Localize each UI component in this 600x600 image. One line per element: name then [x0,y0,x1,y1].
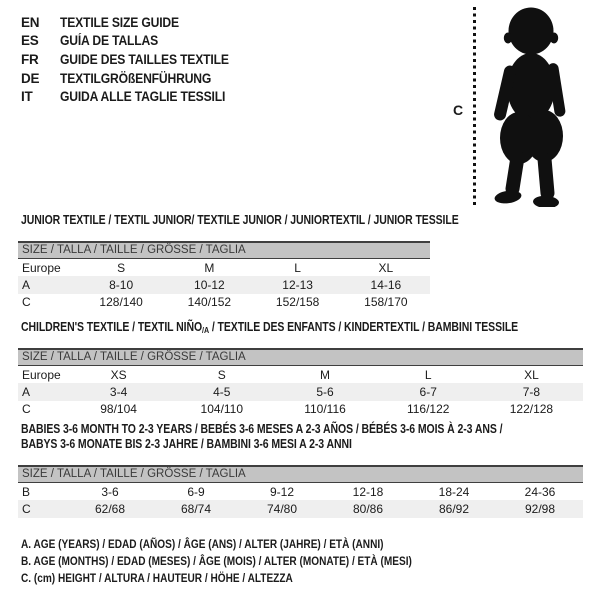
row-label: A [22,278,31,293]
footnote: A. AGE (YEARS) / EDAD (AÑOS) / ÂGE (ANS) / ALTER (JAHRE) / ETÀ (ANNI) [21,537,384,551]
table-cell: 158/170 [364,295,408,310]
row-label: B [22,484,31,499]
babies-textile-section [18,422,583,518]
table-rows [18,366,583,418]
row-label: C [22,402,31,417]
language-item [21,50,248,69]
language-code: DE [21,70,40,86]
table-row [18,276,430,293]
table-cell: 6-9 [187,484,205,499]
table-cell: 24-36 [524,484,556,499]
table-cell: 12-13 [282,278,313,293]
table-cell: 3-6 [101,484,119,499]
table-cell: 6-7 [419,385,437,400]
table-cell: 9-12 [269,484,295,499]
children-textile-section [18,320,583,418]
language-code: FR [21,51,39,67]
table-cell: 12-18 [352,484,384,499]
table-title-text: JUNIOR TEXTILE / TEXTIL JUNIOR/ TEXTILE JUNIOR / JUNIORTEXTIL / JUNIOR TESSILE [21,213,459,227]
table-title [21,213,600,231]
table-rows [18,259,430,311]
table-cell: 86/92 [438,502,470,517]
table-cell: XL [378,260,394,275]
table-cell: 104/110 [200,402,244,417]
table-row [18,383,583,400]
row-label: Europe [22,260,61,275]
table-cell: S [217,367,226,382]
height-measure-line [473,7,476,206]
size-header-band: SIZE / TALLA / TAILLE / GRÖSSE / TAGLIA [18,465,583,483]
language-title: TEXTILE SIZE GUIDE [60,14,179,30]
language-item [21,87,248,106]
table-cell: 68/74 [180,502,212,517]
table-cell: XS [110,367,127,382]
table-title-text: CHILDREN'S TEXTILE / TEXTIL NIÑO [21,320,203,334]
language-title: GUIDE DES TAILLES TEXTILE [60,51,229,67]
table-cell: 92/98 [524,502,556,517]
table-title [21,422,504,455]
table-cell: 7-8 [522,385,541,400]
table-cell: 5-6 [316,385,334,400]
table-cell: 110/116 [304,402,346,417]
row-label: A [22,385,31,400]
table-cell: 74/80 [266,502,298,517]
table-title-text: / TEXTILE DES ENFANTS / KINDERTEXTIL / BAMBINI TESSILE [209,320,519,334]
language-code: ES [21,33,39,49]
table-cell: 152/158 [275,295,320,310]
table-cell: 18-24 [438,484,470,499]
table-title-text: BABIES 3-6 MONTH TO 2-3 YEARS / BEBÉS 3-6 MESES A 2-3 AÑOS / BÉBÉS 3-6 MOIS À 2-3 ANS / BABYS 3-6 MONATE BIS 2-3 JAHRE / BAMBINI 3-6 MESI A 2-3 ANNI [21,422,503,451]
table-cell: S [117,260,126,275]
table-rows [18,483,583,518]
size-header-band: SIZE / TALLA / TAILLE / GRÖSSE / TAGLIA [18,348,583,366]
footnote: C. (cm) HEIGHT / ALTURA / HAUTEUR / HÖHE / ALTEZZA [21,571,293,586]
language-code: IT [21,89,33,105]
language-title: GUÍA DE TALLAS [60,33,159,49]
table-cell: 116/122 [406,402,450,417]
junior-textile-section [18,213,459,311]
row-label: C [22,502,31,517]
language-item [21,32,248,51]
table-row [18,401,583,418]
table-cell: 8-10 [109,278,134,293]
table-title [21,320,600,338]
table-cell: 128/140 [99,295,143,310]
table-row [18,483,583,500]
table-row [18,500,583,517]
table-cell: 3-4 [109,385,128,400]
table-row [18,366,583,383]
table-cell: 10-12 [194,278,225,293]
table-cell: L [424,367,432,382]
table-row [18,259,430,276]
table-cell: XL [524,367,539,382]
row-label: Europe [22,367,61,382]
table-cell: 62/68 [94,502,126,517]
footnote: B. AGE (MONTHS) / EDAD (MESES) / ÂGE (MOIS) / ALTER (MONATE) / ETÀ (MESI) [21,554,412,569]
size-header-band: SIZE / TALLA / TAILLE / GRÖSSE / TAGLIA [18,241,430,259]
language-title: GUIDA ALLE TAGLIE TESSILI [60,89,226,105]
table-cell: 80/86 [352,502,384,517]
language-title: TEXTILGRÖßENFÜHRUNG [60,70,212,86]
table-row [18,294,430,311]
language-item [21,69,248,88]
footnotes [21,536,486,588]
table-cell: 98/104 [100,402,137,417]
height-label-c: C [453,102,464,118]
table-cell: 122/128 [509,402,554,417]
table-cell: M [204,260,215,275]
table-cell: L [294,260,301,275]
table-cell: M [320,367,330,382]
language-item [21,13,248,32]
table-title-subscript: /A [202,325,210,335]
language-code: EN [21,14,40,30]
table-cell: 14-16 [370,278,402,293]
row-label: C [22,295,31,310]
table-cell: 4-5 [213,385,231,400]
language-list [21,13,248,106]
toddler-silhouette [487,5,581,207]
table-cell: 140/152 [187,295,232,310]
height-figure [452,5,584,210]
